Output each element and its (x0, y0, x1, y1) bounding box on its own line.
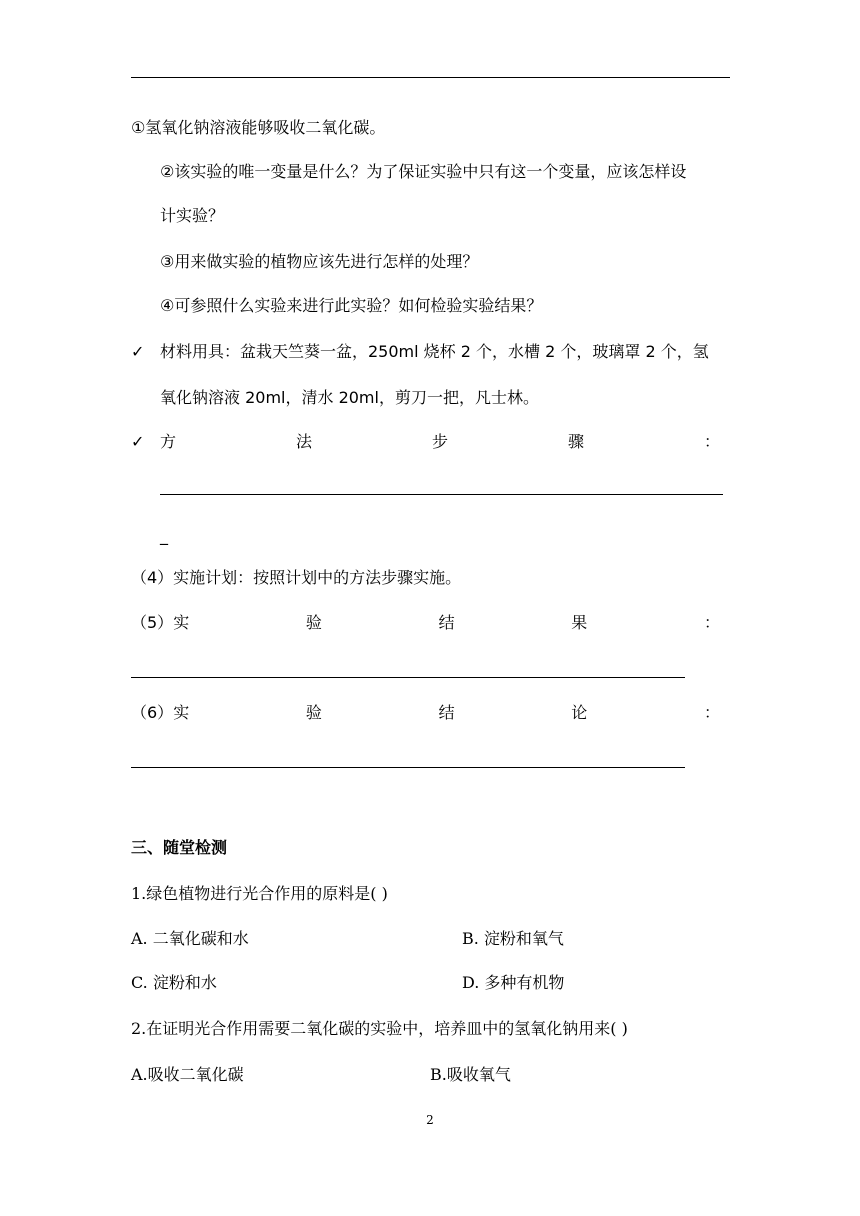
step-4: （4）实施计划：按照计划中的方法步骤实施。 (131, 568, 462, 587)
header-rule (131, 77, 730, 78)
step-6-char: 验 (305, 703, 322, 722)
step-5-char: 结 (438, 613, 455, 632)
intro-item-3: ③用来做实验的植物应该先进行怎样的处理？ (160, 252, 479, 271)
method-char: 法 (295, 432, 312, 451)
question-2: 2.在证明光合作用需要二氧化碳的实验中，培养皿中的氢氧化钠用来( ) (131, 1019, 628, 1038)
intro-item-2-line-2: 计实验？ (160, 206, 225, 225)
method-answer-blank (160, 494, 723, 495)
step-5-char: 验 (305, 613, 322, 632)
question-1-option-b: B. 淀粉和氧气 (462, 929, 564, 948)
step-6-char: 论 (571, 703, 588, 722)
step-5-prefix: （5）实 (131, 613, 190, 632)
method-char: ： (703, 432, 720, 451)
intro-item-1: ①氢氧化钠溶液能够吸收二氧化碳。 (131, 118, 386, 137)
section-3-title: 三、随堂检测 (131, 838, 228, 857)
question-1-option-c: C. 淀粉和水 (131, 973, 217, 992)
checkmark-icon: ✓ (131, 342, 145, 361)
step-5-char: ： (703, 613, 720, 632)
method-heading (160, 432, 720, 452)
question-2-option-b: B.吸收氧气 (430, 1065, 511, 1084)
checkmark-icon: ✓ (131, 432, 145, 451)
page-number: 2 (426, 1113, 434, 1127)
question-1-option-d: D. 多种有机物 (462, 973, 565, 992)
step-6-char: ： (703, 703, 720, 722)
method-trailing-underscore: _ (160, 526, 168, 545)
step-6-prefix: （6）实 (131, 703, 190, 722)
materials-line-1: 材料用具：盆栽天竺葵一盆，250ml 烧杯 2 个，水槽 2 个，玻璃罩 2 个，氢 (160, 342, 709, 361)
intro-item-4: ④可参照什么实验来进行此实验？如何检验实验结果？ (160, 296, 543, 315)
question-1: 1.绿色植物进行光合作用的原料是( ) (131, 884, 388, 903)
method-char: 骤 (567, 432, 584, 451)
step-5-answer-blank (131, 677, 685, 678)
materials-line-2: 氧化钠溶液 20ml，清水 20ml，剪刀一把，凡士林。 (160, 388, 539, 407)
step-5-heading (131, 613, 720, 633)
method-char: 步 (431, 432, 448, 451)
question-2-option-a: A.吸收二氧化碳 (131, 1065, 244, 1084)
step-6-char: 结 (438, 703, 455, 722)
step-6-answer-blank (131, 767, 685, 768)
step-5-char: 果 (571, 613, 588, 632)
method-char: 方 (160, 432, 177, 451)
step-6-heading (131, 703, 720, 723)
intro-item-2-line-1: ②该实验的唯一变量是什么？为了保证实验中只有这一个变量，应该怎样设 (160, 162, 687, 181)
question-1-option-a: A. 二氧化碳和水 (131, 929, 249, 948)
